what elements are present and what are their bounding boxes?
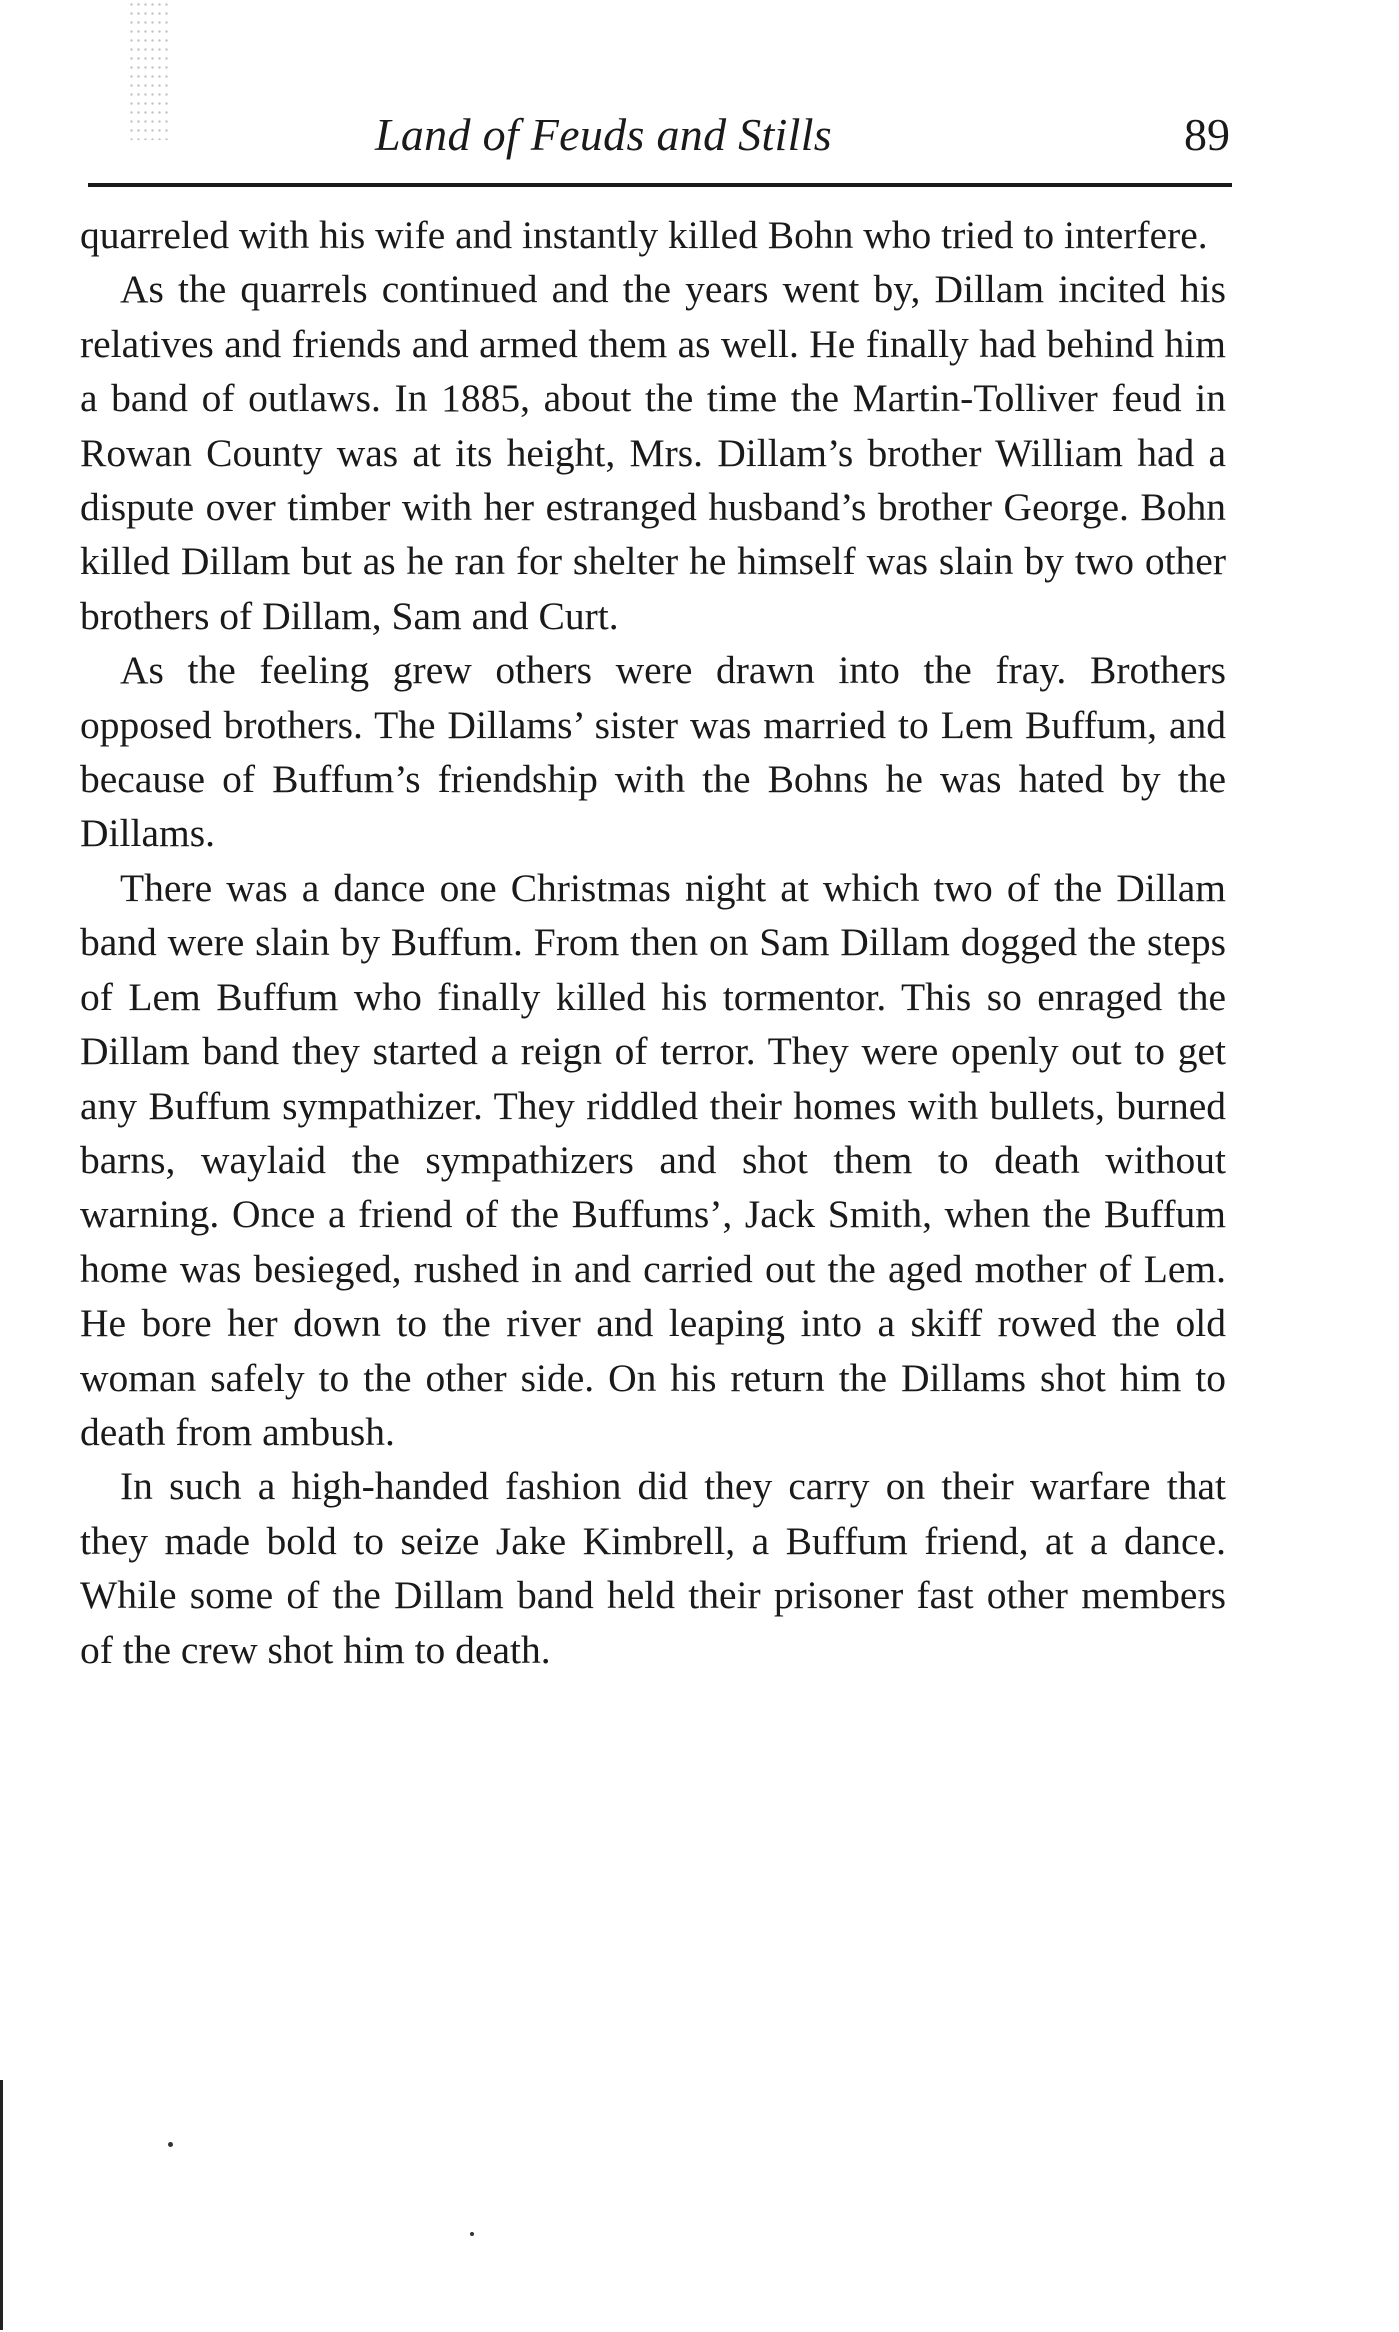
paragraph: In such a high-handed fashion did they carry on their warfare that they made bold to seize Jake Kimbrell, a Buffum friend, at a dance. While some of the Dillam band held their prisoner fast other members of the crew shot him to death. — [80, 1464, 1226, 1672]
running-head — [90, 105, 1230, 175]
paragraph: There was a dance one Christmas night at which two of the Dillam band were slain by Buffum. From then on Sam Dillam dogged the steps of Lem Buffum who finally killed his tormentor. This so enraged the Dillam band they started a reign of terror. They were openly out to get any Buffum sympathizer. They riddled their homes with bullets, burned barns, waylaid the sympathizers and shot them to death without warning. Once a friend of the Buffums’, Jack Smith, when the Buffum home was besieged, rushed in and carried out the aged mother of Lem. He bore her down to the river and leaping into a skiff rowed the old woman safely to the other side. On his return the Dillams shot him to death from ambush. — [80, 865, 1226, 1454]
page-number: 89 — [1184, 109, 1230, 160]
binding-edge — [0, 2080, 17, 2330]
paragraph: As the feeling grew others were drawn into the fray. Brothers opposed brothers. The Dillams’ sister was married to Lem Buffum, and because of Buffum’s friendship with the Bohns he was hated by the Dillams. — [80, 648, 1226, 856]
scan-speck — [168, 2142, 173, 2147]
body-text — [80, 208, 1226, 1677]
paragraph: As the quarrels continued and the years went by, Dillam incited his relatives and friends and armed them as well. He finally had behind him a band of outlaws. In 1885, about the time the Martin-Tolliver feud in Rowan County was at its height, Mrs. Dillam’s brother William had a dispute over timber with her estranged husband’s brother George. Bohn killed Dillam but as he ran for shelter he himself was slain by two other brothers of Dillam, Sam and Curt. — [80, 267, 1226, 638]
scan-speck — [470, 2232, 474, 2236]
paragraph-continued: quarreled with his wife and instantly killed Bohn who tried to interfere. — [80, 213, 1208, 257]
running-title: Land of Feuds and Stills — [375, 109, 833, 160]
header-rule — [88, 183, 1232, 187]
